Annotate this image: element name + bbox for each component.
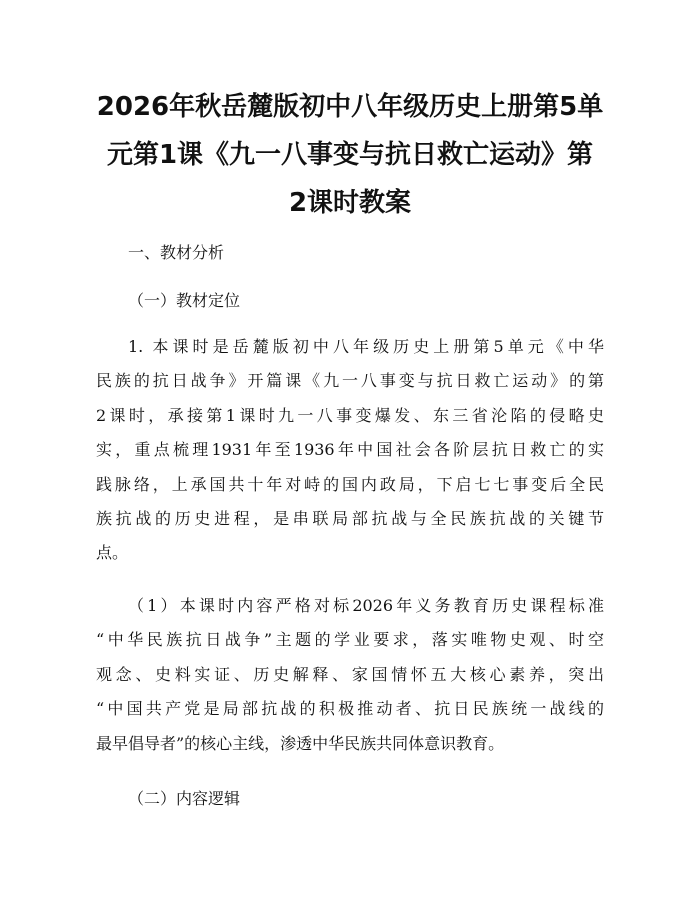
paragraph-line: 族抗战的历史进程，是串联局部抗战与全民族抗战的关键节 bbox=[96, 508, 604, 528]
paragraph-line: “中国共产党是局部抗战的积极推动者、抗日民族统一战线的 bbox=[96, 699, 604, 719]
paragraph-line: 实，重点梳理1931年至1936年中国社会各阶层抗日救亡的实 bbox=[96, 440, 604, 460]
paragraph-positioning bbox=[96, 330, 604, 571]
paragraph-line: 观念、史料实证、历史解释、家国情怀五大核心素养，突出 bbox=[96, 664, 604, 684]
paragraph-line: 点。 bbox=[96, 543, 129, 563]
paragraph-line: 民族的抗日战争》开篇课《九一八事变与抗日救亡运动》的第 bbox=[96, 371, 604, 391]
paragraph-line: 1. 本课时是岳麓版初中八年级历史上册第5单元《中华 bbox=[128, 337, 604, 356]
subsection-heading-positioning: （一）教材定位 bbox=[128, 291, 241, 310]
paragraph-line: 最早倡导者”的核心主线，渗透中华民族共同体意识教育。 bbox=[96, 733, 505, 753]
subsection-heading-content-logic: （二）内容逻辑 bbox=[128, 789, 241, 808]
title-line-3: 2课时教案 bbox=[288, 188, 412, 218]
title-line-2: 元第1课《九一八事变与抗日救亡运动》第 bbox=[106, 140, 594, 170]
paragraph-curriculum-standard bbox=[96, 589, 604, 761]
section-heading-textbook-analysis: 一、教材分析 bbox=[128, 243, 225, 262]
title-line-1: 2026年秋岳麓版初中八年级历史上册第5单 bbox=[96, 92, 604, 122]
paragraph-line: （1）本课时内容严格对标2026年义务教育历史课程标准 bbox=[128, 596, 604, 615]
paragraph-line: “中华民族抗日战争”主题的学业要求，落实唯物史观、时空 bbox=[96, 630, 604, 650]
paragraph-line: 践脉络，上承国共十年对峙的国内政局，下启七七事变后全民 bbox=[96, 474, 604, 494]
paragraph-line: 2课时，承接第1课时九一八事变爆发、东三省沦陷的侵略史 bbox=[96, 405, 604, 425]
document-title bbox=[96, 83, 604, 227]
